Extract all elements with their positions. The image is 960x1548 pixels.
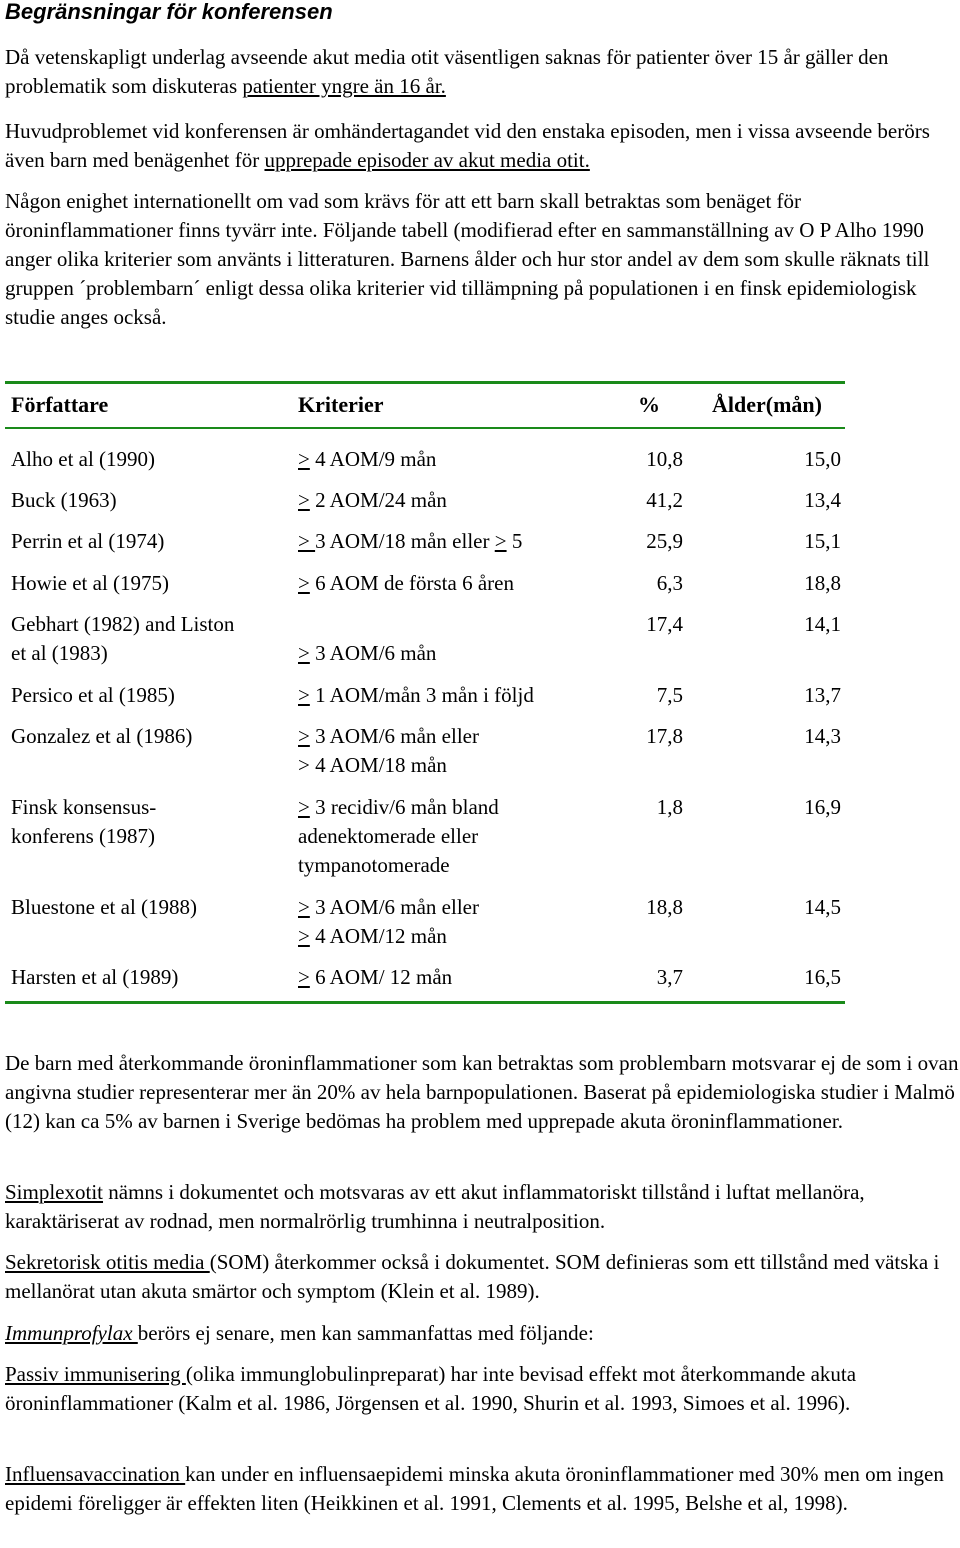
paragraph-main-problem: Huvudproblemet vid konferensen är omhändertagandet vid den enstaka episoden, men i vissa avseende berörs även barn med benägenhet för upprepade episoder av akut media otit. [5, 119, 930, 172]
cell-percent: 18,8 [646, 895, 683, 919]
greater-equal-symbol: > [298, 965, 310, 989]
criteria-text: 4 AOM/9 mån [309, 447, 437, 471]
cell-criteria [298, 793, 598, 880]
underlined-phrase: upprepade episoder av akut media otit. [264, 148, 590, 172]
cell-author [11, 527, 291, 556]
cell-age: 18,8 [804, 571, 841, 595]
greater-equal-symbol: > [298, 895, 310, 919]
paragraph-problem-children: De barn med återkommande öroninflammationer som kan betraktas som problembarn motsvarar ej de som i ovan angivna studier representerar mer än 20% av hela barnpopulationen. Baserat på epidemiologiska studier i Malmö (12) kan ca 5% av barnen i Sverige bedömas ha problem med upprepade akuta öroninflammationer. [5, 1051, 959, 1133]
criteria-line [298, 822, 598, 851]
criteria-text: tympanotomerade [298, 853, 450, 877]
cell-author [11, 893, 291, 922]
cell-percent: 3,7 [656, 965, 683, 989]
greater-equal-symbol: > [298, 795, 310, 819]
criteria-line [298, 922, 598, 951]
criteria-line [298, 569, 598, 598]
greater-equal-symbol: > [494, 529, 507, 553]
cell-author [11, 793, 291, 851]
criteria-line [298, 793, 598, 822]
greater-equal-symbol: > [298, 924, 310, 948]
criteria-line [298, 610, 598, 639]
author-line: Buck (1963) [11, 488, 117, 512]
cell-criteria [298, 722, 598, 780]
header-author: Författare [11, 392, 109, 417]
paragraph-immunprofylax: Immunprofylax berörs ej senare, men kan sammanfattas med följande: [5, 1321, 594, 1345]
greater-equal-symbol: > [298, 488, 310, 512]
cell-age: 14,1 [804, 612, 841, 636]
table-rule-bottom [5, 1001, 845, 1004]
author-line: Alho et al (1990) [11, 447, 156, 471]
criteria-text: 3 AOM/18 mån eller [315, 529, 495, 553]
criteria-line [298, 681, 598, 710]
underlined-italic-term: Immunprofylax [5, 1321, 138, 1345]
author-line: Bluestone et al (1988) [11, 895, 198, 919]
cell-age: 16,5 [804, 965, 841, 989]
criteria-text: adenektomerade eller [298, 824, 479, 848]
header-age: Ålder(mån) [712, 392, 822, 417]
underlined-phrase: patienter yngre än 16 år. [242, 74, 446, 98]
cell-age: 16,9 [804, 795, 841, 819]
cell-author [11, 610, 291, 668]
cell-author [11, 569, 291, 598]
header-percent: % [638, 392, 660, 417]
greater-equal-symbol: > [298, 571, 310, 595]
criteria-text: 3 AOM/6 mån eller [309, 895, 479, 919]
underlined-term: Sekretorisk otitis media [5, 1250, 210, 1274]
criteria-text: 1 AOM/mån 3 mån i följd [309, 683, 534, 707]
author-line: Harsten et al (1989) [11, 965, 179, 989]
cell-criteria [298, 963, 598, 992]
paragraph-influenza-vaccination: Influensavaccination kan under en influensaepidemi minska akuta öroninflammationer med 30% men om ingen epidemi föreligger är effekten liten (Heikkinen et al. 1991, Clements et al. 1995, Belshe et al, 1998). [5, 1462, 944, 1515]
paragraph-passive-immunization: Passiv immunisering (olika immunglobulinpreparat) har inte bevisad effekt mot återkommande akuta öroninflammationer (Kalm et al. 1986, Jörgensen et al. 1990, Shurin et al. 1993, Simoes et al. 1996). [5, 1362, 857, 1415]
cell-age: 13,4 [804, 488, 841, 512]
underlined-term: Simplexotit [5, 1180, 104, 1204]
criteria-line [298, 639, 598, 668]
cell-author [11, 722, 291, 751]
cell-age: 15,0 [804, 447, 841, 471]
cell-age: 14,5 [804, 895, 841, 919]
paragraph-simplexotit: Simplexotit nämns i dokumentet och motsvaras av ett akut inflammatoriskt tillstånd i luftat mellanöra, karaktäriserat av rodnad, men normalrörlig trumhinna i neutralposition. [5, 1180, 865, 1233]
greater-equal-symbol: > [298, 447, 310, 471]
criteria-line [298, 893, 598, 922]
cell-percent: 6,3 [656, 571, 683, 595]
paragraph-consensus: Någon enighet internationellt om vad som krävs för att ett barn skall betraktas som benäget för öroninflammationer finns tyvärr inte. Följande tabell (modifierad efter en sammanställning av O P Alho 1990 anger olika kriterier som använts i litteraturen. Barnens ålder och hur stor andel av dem som skulle räknats till gruppen ´problembarn´ enligt dessa olika kriterier vid tillämpning på populationen i en finsk epidemiologisk studie anges också. [5, 189, 930, 329]
criteria-text: 4 AOM/12 mån [309, 924, 447, 948]
cell-criteria [298, 610, 598, 668]
cell-age: 13,7 [804, 683, 841, 707]
cell-criteria [298, 569, 598, 598]
cell-age: 14,3 [804, 724, 841, 748]
cell-author [11, 681, 291, 710]
criteria-line [298, 527, 598, 556]
criteria-line [298, 751, 598, 780]
cell-percent: 10,8 [646, 447, 683, 471]
criteria-text: 5 [506, 529, 523, 553]
cell-percent: 41,2 [646, 488, 683, 512]
table-rule-top [5, 381, 845, 384]
cell-author [11, 486, 291, 515]
criteria-text: > 4 AOM/18 mån [298, 753, 447, 777]
cell-percent: 25,9 [646, 529, 683, 553]
paragraph-som: Sekretorisk otitis media (SOM) återkommer också i dokumentet. SOM definieras som ett tillstånd med vätska i mellanörat utan akuta smärtor och symptom (Klein et al. 1989). [5, 1250, 940, 1303]
criteria-text: 2 AOM/24 mån [309, 488, 447, 512]
criteria-line [298, 722, 598, 751]
cell-author [11, 445, 291, 474]
underlined-term: Passiv immunisering [5, 1362, 186, 1386]
cell-author [11, 963, 291, 992]
author-line: Perrin et al (1974) [11, 529, 165, 553]
cell-criteria [298, 486, 598, 515]
criteria-text: 6 AOM de första 6 åren [309, 571, 514, 595]
table-rule-header [5, 427, 845, 429]
criteria-line [298, 486, 598, 515]
author-line: konferens (1987) [11, 824, 156, 848]
author-line: Gonzalez et al (1986) [11, 724, 193, 748]
paragraph-scope: Då vetenskapligt underlag avseende akut media otit väsentligen saknas för patienter över 15 år gäller den problematik som diskuteras patienter yngre än 16 år. [5, 45, 889, 98]
cell-percent: 1,8 [656, 795, 683, 819]
criteria-text: 6 AOM/ 12 mån [309, 965, 453, 989]
greater-equal-symbol: > [298, 529, 316, 553]
cell-age: 15,1 [804, 529, 841, 553]
author-line: et al (1983) [11, 641, 108, 665]
author-line: Howie et al (1975) [11, 571, 170, 595]
greater-equal-symbol: > [298, 641, 310, 665]
cell-criteria [298, 681, 598, 710]
author-line: Persico et al (1985) [11, 683, 175, 707]
author-line: Finsk konsensus- [11, 795, 157, 819]
author-line: Gebhart (1982) and Liston [11, 612, 235, 636]
cell-criteria [298, 527, 598, 556]
cell-percent: 17,4 [646, 612, 683, 636]
criteria-text: 3 AOM/6 mån eller [309, 724, 479, 748]
criteria-line [298, 445, 598, 474]
criteria-line [298, 963, 598, 992]
section-heading: Begränsningar för konferensen [5, 0, 333, 24]
greater-equal-symbol: > [298, 683, 310, 707]
criteria-text: 3 recidiv/6 mån bland [309, 795, 499, 819]
criteria-text: 3 AOM/6 mån [309, 641, 437, 665]
greater-equal-symbol: > [298, 724, 310, 748]
cell-percent: 17,8 [646, 724, 683, 748]
header-criteria: Kriterier [298, 392, 384, 417]
cell-criteria [298, 445, 598, 474]
underlined-term: Influensavaccination [5, 1462, 186, 1486]
criteria-line [298, 851, 598, 880]
cell-percent: 7,5 [656, 683, 683, 707]
cell-criteria [298, 893, 598, 951]
